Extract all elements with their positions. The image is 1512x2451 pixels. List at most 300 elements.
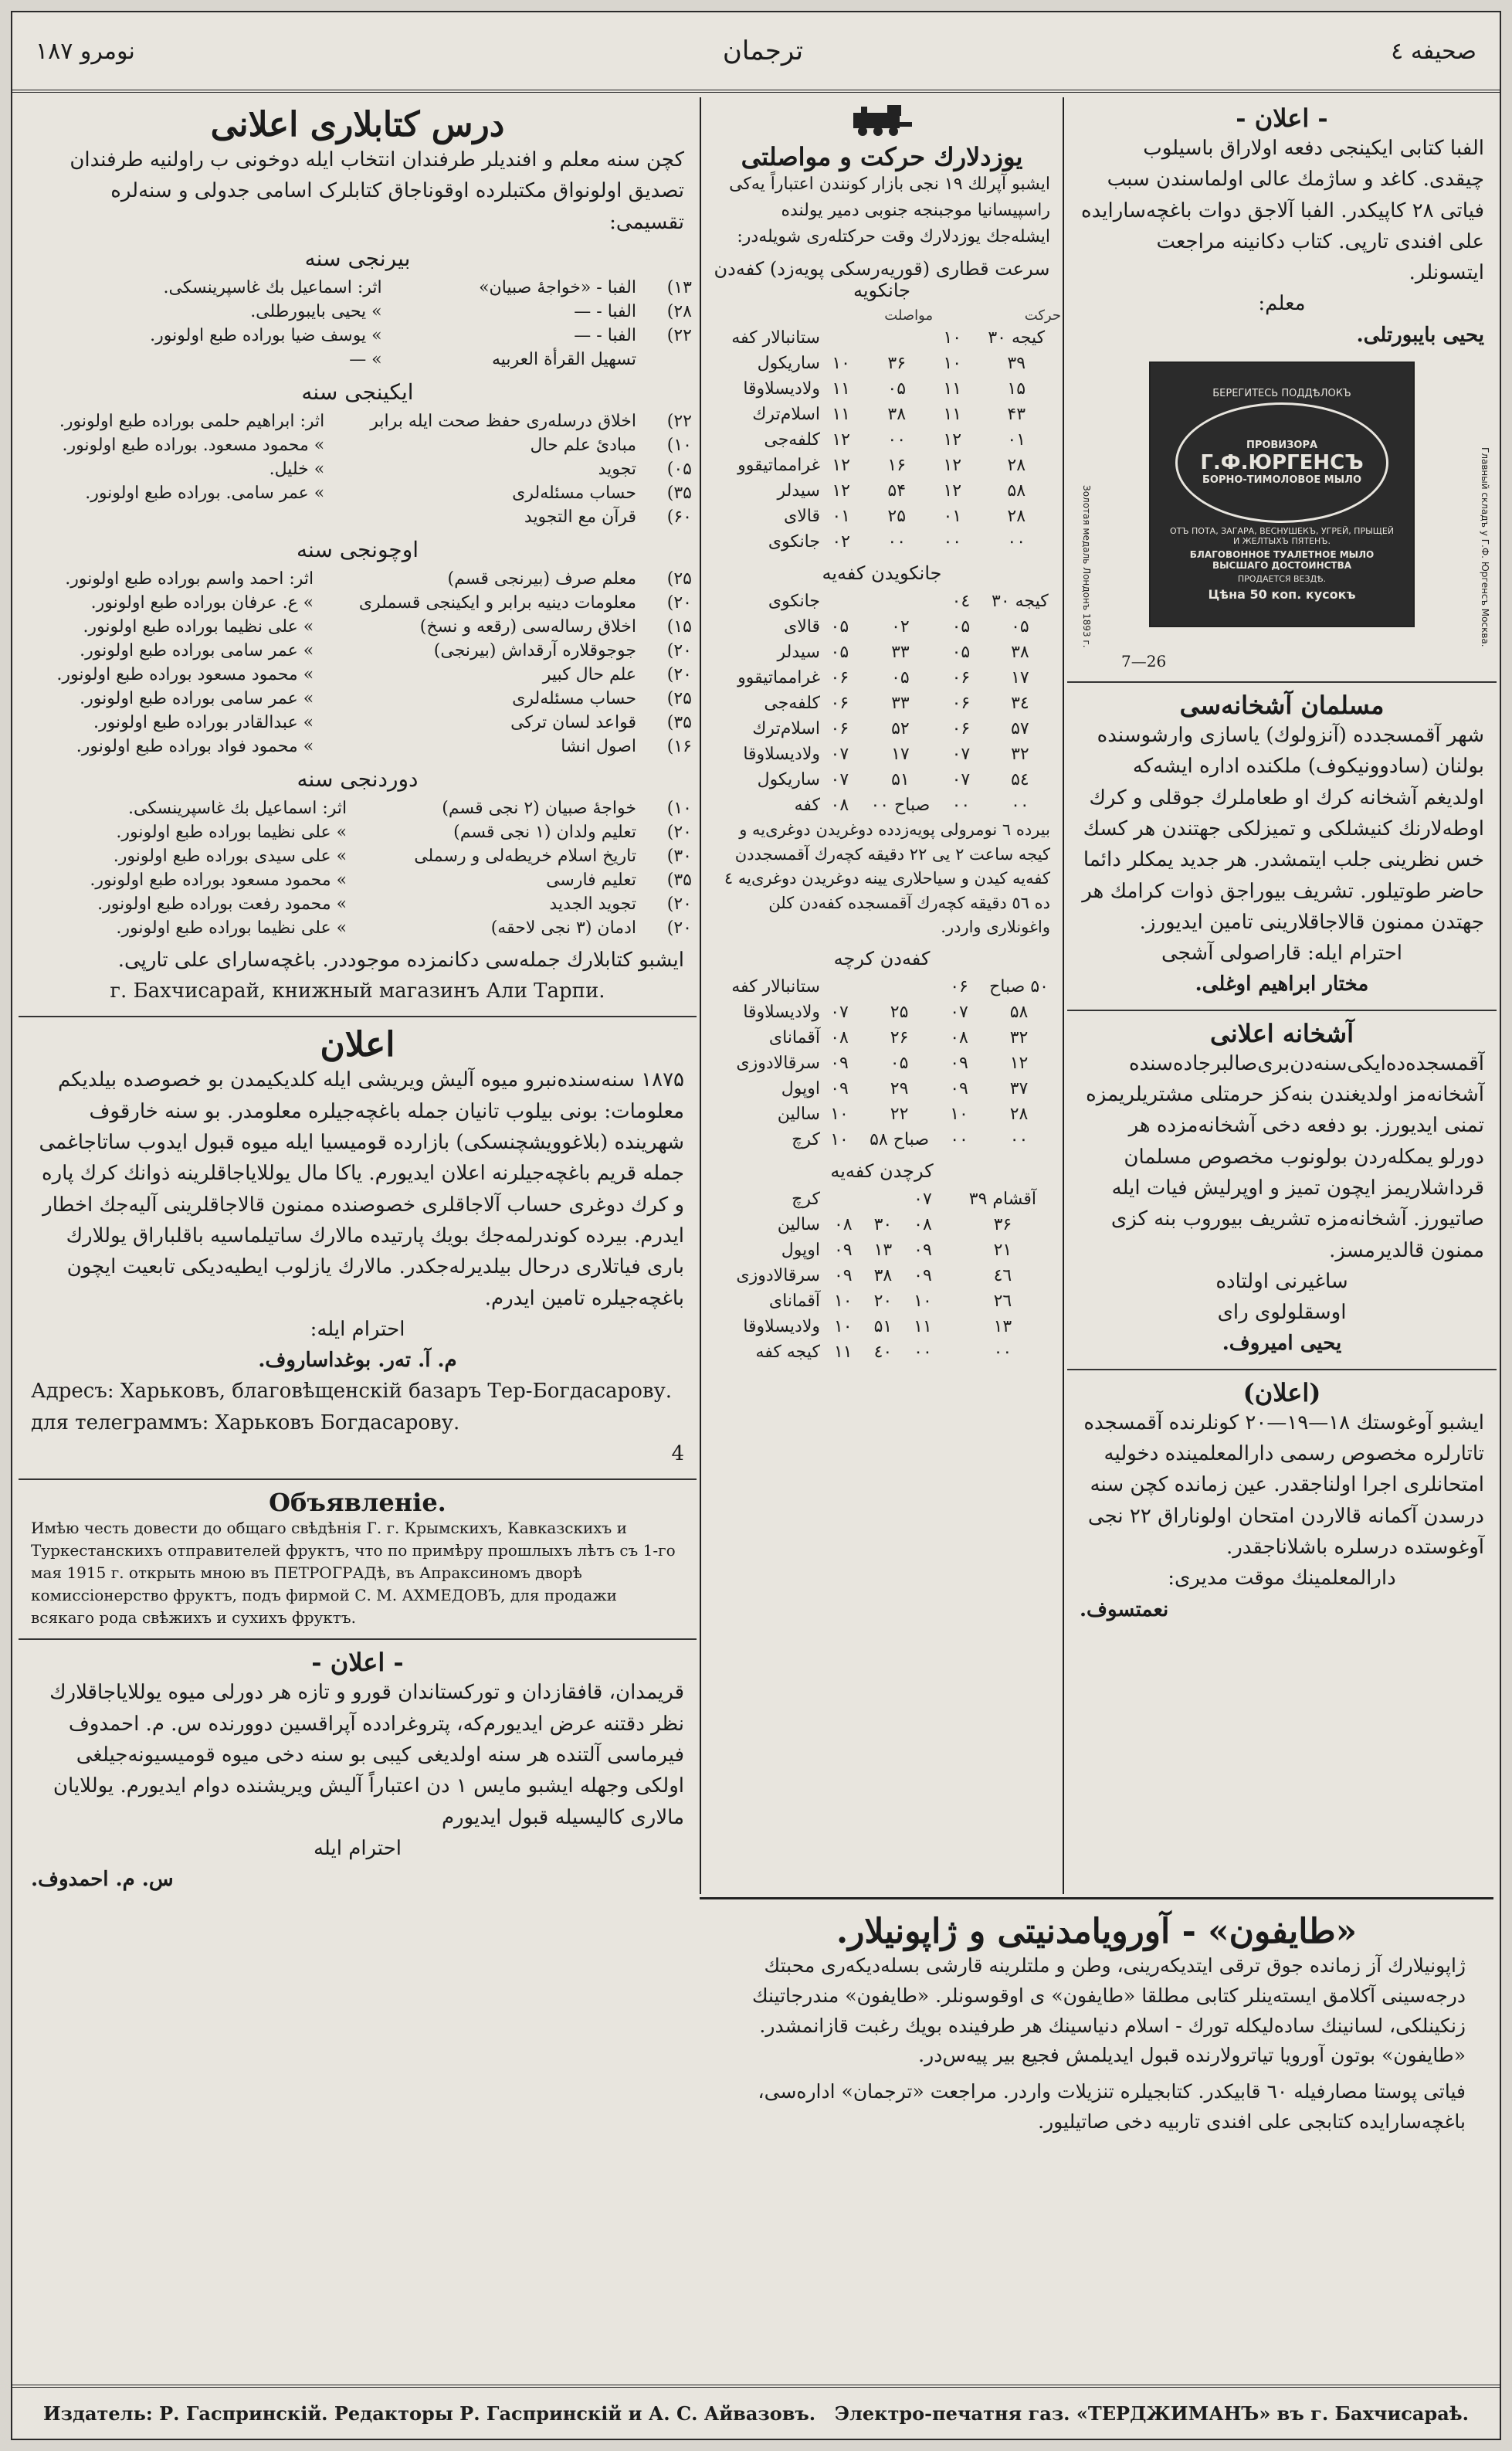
dep-hour: ۰۵ bbox=[951, 643, 971, 663]
kitchen-owner-2: اوسقلولوی رای bbox=[1217, 1301, 1347, 1325]
arr-minute: ۲۹ bbox=[890, 1078, 909, 1098]
schedule-row bbox=[701, 325, 1063, 351]
schedule-row bbox=[701, 1339, 1063, 1365]
book-title: مبادیٔ علم حال bbox=[530, 435, 636, 455]
book-row bbox=[19, 591, 697, 615]
arr-minute: ۲۵ bbox=[887, 507, 907, 527]
issue-number: نومرو ۱۸۷ bbox=[36, 37, 135, 65]
book-author: » عمر سامی. بوراده طبع اولونور. bbox=[85, 483, 325, 503]
book-number: ۲۲) bbox=[666, 325, 692, 345]
arr-hour: ۰۶ bbox=[830, 694, 849, 714]
book-number: ۳۰) bbox=[666, 846, 692, 866]
dep-hour: ۰۶ bbox=[951, 719, 971, 739]
dep-hour: ۰۷ bbox=[950, 1002, 968, 1022]
books-note: ایشبو کتابلارك جمله‌سی دکانمزده موجوددر. باغچه‌سارای علی تارپی. bbox=[117, 948, 684, 972]
dep-minute: ۵۰ صباح bbox=[989, 976, 1049, 996]
arr-minute: صباح ۰۰ bbox=[870, 796, 931, 816]
schedule-row bbox=[701, 1314, 1063, 1339]
elan-sign: م. آ. تەر. بوغداساروف. bbox=[258, 1349, 457, 1373]
elan-title: اعلان bbox=[320, 1025, 395, 1065]
book-author: اثر: اسماعیل بك غاسپرینسکی. bbox=[128, 798, 347, 818]
col-arrival: مواصلت bbox=[884, 307, 934, 324]
dep-minute: ۳۲ bbox=[1011, 745, 1029, 765]
station-name: جانکوی bbox=[768, 592, 820, 612]
book-author: اثر: اسماعیل بك غاسپرینسکی. bbox=[163, 277, 382, 297]
book-title: اخلاق درسله‌ری حفظ صحت ایله برابر bbox=[370, 411, 636, 431]
station-name: قالای bbox=[784, 617, 820, 637]
dep-hour: ۰۰ bbox=[914, 1342, 932, 1362]
arr-minute: ۳۳ bbox=[891, 694, 910, 714]
book-title: الفبا - — bbox=[574, 301, 636, 321]
book-author: » یوسف ضیا بوراده طبع اولونور. bbox=[150, 325, 382, 345]
dep-hour: ۰۰ bbox=[943, 532, 962, 552]
ad1-body: الفبا کتابی ایکینجی دفعه اولاراق باسیلوب چیقدی. کاغد و ساژمك عالی اولماسندن سبب فیاتی ۲۸ کاپیکدر. الفبا آلاجق دوات باغچه‌سارایده علی افندی تارپی. کتاب دکانینه مراجعت ایتسونلر. bbox=[1080, 137, 1484, 285]
arr-hour: ۰۸ bbox=[833, 1214, 853, 1234]
book-author: » محمود مسعود بوراده طبع اولونور. bbox=[90, 870, 347, 890]
left-column bbox=[19, 97, 697, 2399]
book-author: » علی نظیما بوراده طبع اولونور. bbox=[116, 822, 347, 842]
elan-sign-lead: احترام ایله: bbox=[310, 1317, 405, 1341]
dep-minute: ۳٤ bbox=[1011, 694, 1029, 714]
station-name: غرامماتیقوو bbox=[737, 456, 820, 476]
book-number: ۱۵) bbox=[666, 616, 692, 637]
elan2-body: قریمدان، قافقازدان و تورکستاندان قورو و تازه هر دورلی میوه یوللایاجاقلارك نظر دقتنه عرض ایدیورم‌که، پتروغرادده آپراقسین دوورنده س. م. احمدوف فیرماسی آلتنده هر سنه اولدیغی کیبی بو سنه دخی میوه‌ قومیسیونه‌جیلغی اولکی وجهله ایشبو مایس ۱ دن اعتباراً آلیش ویریشنده دوام ایدیورم. یوللایان مالاری کالیسیله قبول ایدیورم bbox=[49, 1681, 684, 1829]
station-name: سیدلر bbox=[777, 643, 820, 663]
book-row bbox=[19, 457, 697, 481]
book-title: حساب مسئله‌لری bbox=[512, 483, 636, 503]
station-name: ستانبالار کفه bbox=[731, 328, 820, 348]
book-author: » محمود فواد بوراده طبع اولونور. bbox=[76, 736, 314, 756]
kitchen-owner-1: ساغیرنی اولتاده bbox=[1215, 1269, 1348, 1293]
soap-sold: ПРОДАЕТСЯ ВЕЗДѢ. bbox=[1237, 573, 1327, 584]
arr-hour: ۱۰ bbox=[830, 1129, 849, 1149]
dep-minute: ۰۵ bbox=[1011, 617, 1029, 637]
arr-hour: ۰۷ bbox=[830, 1002, 849, 1022]
book-number: ۱۰) bbox=[666, 798, 692, 818]
ad1-sign: یحیی بایبورتلی. bbox=[1356, 323, 1484, 347]
book-title: حساب مسئله‌لری bbox=[512, 688, 636, 708]
arr-minute: ۲۵ bbox=[890, 1002, 909, 1022]
schedule-kefe-kerch bbox=[701, 974, 1063, 1153]
arr-hour bbox=[823, 325, 859, 351]
dep-minute: ۰۰ bbox=[1011, 796, 1029, 816]
dep-hour: ۱۲ bbox=[943, 481, 962, 501]
footer-printer: Электро-печатня газ. «ТЕРДЖИМАНЪ» въ г. Бахчисараѣ. bbox=[834, 2402, 1469, 2425]
dep-minute: ۲۸ bbox=[1007, 507, 1026, 527]
book-number: ۱۳) bbox=[666, 277, 692, 297]
soap-oval bbox=[1175, 402, 1388, 523]
dep-minute: ۲۸ bbox=[1009, 1104, 1029, 1124]
arr-hour bbox=[823, 589, 856, 614]
right-column bbox=[1067, 97, 1497, 1894]
school-sign: نعمتسوف. bbox=[1080, 1597, 1169, 1621]
rail-intro: ایشبو آپرلك ۱۹ نجی بازار کونندن اعتباراً یه‌کی راسپیسانیا موجبنجه جنوبی دمیر یولنده ایشله‌جك یوزدلارك وقت حرکتله‌ری شویله‌در: bbox=[729, 175, 1050, 247]
book-number: ۲۰) bbox=[666, 894, 692, 914]
dep-minute: ۳۶ bbox=[993, 1214, 1012, 1234]
soap-name: Г.Ф.ЮРГЕНСЪ bbox=[1200, 450, 1364, 474]
book-row bbox=[19, 735, 697, 759]
schedule-row bbox=[701, 453, 1063, 478]
station-name: ولادیسلاوقا bbox=[743, 745, 820, 765]
dep-minute: ۴۳ bbox=[1007, 405, 1026, 425]
dep-hour: ۱۰ bbox=[943, 354, 962, 374]
book-title: تجوید الجدید bbox=[549, 894, 636, 914]
book-number: ۳۵) bbox=[666, 870, 692, 890]
soap-side-left: Золотая медаль Лондонъ 1893 г. bbox=[1081, 484, 1092, 648]
arr-hour: ۱۲ bbox=[832, 430, 850, 450]
arr-minute: ۰۰ bbox=[887, 430, 907, 450]
dep-hour: ۰۸ bbox=[914, 1214, 932, 1234]
arr-hour bbox=[823, 974, 856, 1000]
schedule-row bbox=[701, 1288, 1063, 1314]
schedule-row bbox=[701, 1212, 1063, 1237]
dep-hour: ۰۷ bbox=[951, 770, 971, 790]
arr-hour: ۱۲ bbox=[832, 456, 850, 476]
schedule-row bbox=[701, 974, 1063, 1000]
arr-minute: ۱۷ bbox=[891, 745, 910, 765]
schedule-row bbox=[701, 1051, 1063, 1076]
year1-list bbox=[19, 276, 697, 372]
book-row bbox=[19, 916, 697, 940]
cafe-sign: مختار ابراهیم اوغلی. bbox=[1195, 973, 1369, 996]
soap-ad bbox=[1067, 362, 1497, 670]
train-icon bbox=[847, 102, 917, 137]
arr-hour: ۰۱ bbox=[832, 507, 850, 527]
book-row bbox=[19, 300, 697, 324]
schedule-row bbox=[701, 742, 1063, 767]
schedule-row bbox=[701, 665, 1063, 691]
arr-hour: ۰۹ bbox=[833, 1265, 853, 1285]
station-name: ولادیسلاوقا bbox=[743, 1002, 820, 1022]
dep-minute: ۰۰ bbox=[1007, 532, 1026, 552]
arr-minute: ۵۱ bbox=[891, 770, 910, 790]
dep-hour: ۰۷ bbox=[914, 1189, 932, 1209]
book-number: ۰۵) bbox=[666, 459, 692, 479]
dep-hour: ۰٤ bbox=[951, 592, 971, 612]
dep-minute: ٤٦ bbox=[993, 1265, 1012, 1285]
book-row bbox=[19, 409, 697, 433]
book-row bbox=[19, 505, 697, 529]
footer-publisher: Издатель: Р. Гаспринскій. Редакторы Р. Гаспринскій и А. С. Айвазовъ. bbox=[43, 2402, 816, 2425]
book-row bbox=[19, 711, 697, 735]
book-number bbox=[641, 348, 697, 372]
books-title: درس کتابلاری اعلانی bbox=[210, 105, 505, 144]
year3-heading: اوچونجی سنه bbox=[296, 536, 419, 562]
station-name: کیجه کفه bbox=[755, 1342, 820, 1362]
soap-quality: БЛАГОВОННОЕ ТУАЛЕТНОЕ МЫЛО ВЫСШАГО ДОСТОИНСТВА bbox=[1189, 548, 1375, 571]
schedule-row bbox=[701, 1025, 1063, 1051]
schedule-row bbox=[701, 504, 1063, 529]
cafe-body: شهر آقمسجدده (آنزولوك) یاسازی وارشوسنده بولنان (سادوونیکوف) ملکنده اداره ایشه‌که اولدیغم آشخانه کرك او طعاملرك جوقلی و کرك اوطه‌لارنك کنیشلکی و تمیزلکی جهتندن هر کسك خس نظرینی جلب ایتمشدر. هر جدید یمکلر دائما حاضر طوتیلور. تشریف بیوراجق ذوات کرامك هر جهتدن ممنون قالاجاقلارینی تامین ایدیورز. bbox=[1082, 724, 1484, 934]
elan2-section bbox=[19, 1638, 697, 1895]
station-name: سیدلر bbox=[777, 481, 820, 501]
elan2-title: - اعلان - bbox=[311, 1648, 404, 1678]
book-title: الفبا - — bbox=[574, 325, 636, 345]
rail-sub2: جانکویدن کفه‌یه bbox=[822, 562, 942, 585]
elan2-sign: س. م. احمدوف. bbox=[31, 1868, 174, 1892]
station-name: ولادیسلاوقا bbox=[743, 379, 820, 399]
station-name: سرقالادوزی bbox=[736, 1053, 820, 1073]
school-sign-lead: دارالمعلمینك موقت مدیری: bbox=[1168, 1567, 1396, 1590]
book-row bbox=[19, 348, 697, 372]
arr-minute: ٤۰ bbox=[873, 1342, 893, 1362]
year2-list bbox=[19, 409, 697, 529]
taifun-title: «طایفون» - آورویامدنیتی و ژاپونیلار. bbox=[836, 1912, 1358, 1951]
book-title: معلم صرف (بیرنجی قسم) bbox=[447, 569, 636, 589]
arr-hour: ۰۸ bbox=[830, 796, 849, 816]
station-name: اوپول bbox=[781, 1078, 820, 1098]
kitchen-owner-3: یحیی امیروف. bbox=[1222, 1332, 1342, 1356]
dep-hour: ۰۷ bbox=[951, 745, 971, 765]
book-number: ۲۰) bbox=[666, 640, 692, 660]
arr-hour: ۱۱ bbox=[833, 1342, 853, 1362]
school-section bbox=[1067, 1369, 1497, 1625]
station-name: آقمانای bbox=[768, 1291, 820, 1311]
book-author: » علی سیدی بوراده طبع اولونور. bbox=[113, 846, 347, 866]
arr-hour: ۱۲ bbox=[832, 481, 850, 501]
taifun-price: فیاتی پوستا مصارفیله ٦۰ قابیکدر. کتابجیلره تنزیلات واردر. مراجعت «ترجمان» اداره‌سی، باغچه‌سارایده کتابجی علی‌ افندی تاربیه دخی صاتیلیور. bbox=[758, 2080, 1466, 2133]
schedule-row bbox=[701, 589, 1063, 614]
russian-ad-title: Объявленіе. bbox=[269, 1488, 446, 1518]
schedule-row bbox=[701, 1102, 1063, 1127]
book-author: » علی نظیما بوراده طبع اولونور. bbox=[116, 918, 347, 938]
book-author: » عمر سامی بوراده طبع اولونور. bbox=[80, 688, 314, 708]
dep-hour: ۰۸ bbox=[950, 1027, 968, 1047]
schedule-row bbox=[701, 529, 1063, 555]
arr-minute: ۵۴ bbox=[887, 481, 907, 501]
book-number: ۲۰) bbox=[666, 664, 692, 684]
book-title: الفبا - «خواجهٔ صبیان» bbox=[479, 277, 636, 297]
year4-list bbox=[19, 796, 697, 940]
dep-hour: ۰۹ bbox=[950, 1078, 968, 1098]
station-name: سرقالادوزی bbox=[736, 1265, 820, 1285]
dep-hour: ۰۶ bbox=[951, 694, 971, 714]
schedule-row bbox=[701, 767, 1063, 793]
station-name: کلفه‌جی bbox=[764, 694, 820, 714]
book-row bbox=[19, 639, 697, 663]
book-title: جوجوقلاره آرقداش (بیرنجی) bbox=[433, 640, 636, 660]
arr-minute: ۱۶ bbox=[887, 456, 907, 476]
arr-hour bbox=[823, 1186, 863, 1212]
book-author: » عبدالقادر بوراده طبع اولونور. bbox=[93, 712, 314, 732]
dep-minute: کیجه ۳۰ bbox=[988, 328, 1046, 348]
dep-minute: کیجه ۳۰ bbox=[992, 592, 1049, 612]
book-author: » ع. عرفان بوراده طبع اولونور. bbox=[90, 592, 314, 613]
middle-column bbox=[700, 97, 1064, 1894]
dep-hour: ۱۲ bbox=[943, 456, 962, 476]
book-title: علم حال کبیر bbox=[542, 664, 636, 684]
book-row bbox=[19, 615, 697, 639]
books-store: г. Бахчисарай, книжный магазинъ Али Тарпи. bbox=[110, 979, 605, 1003]
book-author: اثر: ابراهیم حلمی بوراده طبع اولونور. bbox=[59, 411, 325, 431]
arr-minute: ۳۰ bbox=[873, 1214, 893, 1234]
arr-minute: ۰۵ bbox=[890, 1053, 909, 1073]
book-row bbox=[19, 276, 697, 300]
rail-sub3: کفه‌دن کرچه bbox=[833, 947, 931, 969]
arr-hour: ۰۵ bbox=[830, 617, 849, 637]
arr-hour: ۰۹ bbox=[830, 1053, 849, 1073]
book-number: ۱۰) bbox=[666, 435, 692, 455]
book-author: » خلیل. bbox=[269, 459, 325, 479]
book-title: قرآن مع التجوید bbox=[524, 507, 636, 527]
book-title: اصول انشا bbox=[561, 736, 636, 756]
schedule-row bbox=[701, 1000, 1063, 1025]
arr-hour: ۰۵ bbox=[830, 643, 849, 663]
arr-minute: ۳۸ bbox=[887, 405, 907, 425]
book-row bbox=[19, 567, 697, 591]
arr-minute: ۰۲ bbox=[891, 617, 910, 637]
dep-hour: ۰۵ bbox=[951, 617, 971, 637]
station-name: اوپول bbox=[781, 1240, 820, 1260]
kitchen-body: آقمسجده‌ده‌ایکی‌سنه‌دن‌بری‌صالبرجاده‌سنده آشخانه‌مز اولدیغندن بنه‌کز حرمتلی مشتریلریمزه تمنی ایدیورز. بو دفعه دخی آشخانه‌مزده هر دورلو یمکله‌ردن بولونوب مخصوص مسلمان قرداشلاریمز ایچون تمیز و اوپرلیش فیات ایله صاتیورز. آشخانه‌مزه تشریف بیوروب بنه کزی ممنون قالدیرمسز. bbox=[1086, 1051, 1484, 1262]
dep-hour: ۱۰ bbox=[914, 1291, 932, 1311]
book-row bbox=[19, 663, 697, 687]
book-title: قواعد لسان ترکی bbox=[510, 712, 636, 732]
dep-minute: ۱۳ bbox=[993, 1316, 1012, 1336]
arr-hour: ۰۹ bbox=[830, 1078, 849, 1098]
col-departure: حرکت bbox=[1024, 307, 1061, 324]
schedule-row bbox=[701, 376, 1063, 402]
cafe-title: مسلمان آشخانه‌سی bbox=[1179, 691, 1385, 721]
book-row bbox=[19, 820, 697, 844]
rail-title: یوزدلارك حرکت و مواصلتی bbox=[741, 142, 1023, 171]
arr-hour: ۰۷ bbox=[830, 770, 849, 790]
elan-section bbox=[19, 1016, 697, 1469]
station-name: کرچ bbox=[792, 1129, 820, 1149]
arr-hour: ۱۱ bbox=[832, 405, 850, 425]
book-author bbox=[19, 505, 329, 529]
elan2-sign-lead: احترام ایله bbox=[313, 1836, 402, 1860]
arr-hour: ۰۶ bbox=[830, 668, 849, 688]
arr-minute bbox=[863, 1186, 903, 1212]
newspaper-page bbox=[11, 11, 1501, 2440]
arr-minute: ۵۲ bbox=[891, 719, 910, 739]
dep-minute: ۲۱ bbox=[993, 1240, 1012, 1260]
schedule-row bbox=[701, 1127, 1063, 1153]
station-name: ساریکول bbox=[757, 354, 820, 374]
station-name: غرامماتیقوو bbox=[737, 668, 820, 688]
rail-note: بیرده ٦ نومرولی پویه‌زدده دوغریدن دوغری‌یه و کیجه ساعت ۲ یی ۲۲ دقیقه کچه‌رك آقمسجددن کفه‌یه کیدن و سیاحلاری یینه دوغریدن دوغری‌یه ٤ ده ٥٦ دقیقه کچه‌رك آقمسجده کفه‌دن کلن واغونلاری واردر. bbox=[724, 820, 1050, 937]
kitchen-section bbox=[1067, 1010, 1497, 1360]
book-number: ۲۲) bbox=[666, 411, 692, 431]
arr-minute: ۰۵ bbox=[887, 379, 907, 399]
schedule-row bbox=[701, 793, 1063, 818]
station-name: کلفه‌جی bbox=[764, 430, 820, 450]
book-title: اخلاق رساله‌سی (رقعه و نسخ) bbox=[419, 616, 636, 637]
station-name: اسلام‌ترك bbox=[752, 405, 820, 425]
dep-minute: ۵۸ bbox=[1009, 1002, 1029, 1022]
book-author: اثر: احمد واسم بوراده طبع اولونور. bbox=[65, 569, 314, 589]
schedule-kefe-jankoy bbox=[701, 306, 1063, 555]
school-body: ایشبو آوغوستك ۱۸—۱۹—۲۰ کونلرنده آقمسجده تاتارلره مخصوص رسمی دارالمعلمینده دخولیه امتحانلری اجرا اولناجقدر. عین زمانده کچن سنه درسدن آکمانه قالاردن امتحان اولوناراق ۲۲ نجی آوغوستده درسلره باشلاناجقدر. bbox=[1083, 1411, 1484, 1559]
dep-minute: ۵٤ bbox=[1011, 770, 1029, 790]
arr-hour: ۰۲ bbox=[832, 532, 850, 552]
soap-uses: ОТЪ ПОТА, ЗАГАРА, ВЕСНУШЕКЪ, УГРЕЙ, ПРЫЩЕЙ И ЖЕЛТЫХЪ ПЯТЕНЪ. bbox=[1169, 525, 1395, 546]
paper-name: ترجمان bbox=[722, 36, 804, 66]
book-number: ۲۸) bbox=[666, 301, 692, 321]
dep-minute: ۲۸ bbox=[1007, 456, 1026, 476]
arr-minute: ۲۰ bbox=[873, 1291, 893, 1311]
dep-minute: ۱۷ bbox=[1011, 668, 1029, 688]
book-row bbox=[19, 687, 697, 711]
dep-hour: ۰۹ bbox=[914, 1240, 932, 1260]
arr-minute bbox=[856, 589, 944, 614]
year3-list bbox=[19, 567, 697, 759]
dep-minute: ۳۹ bbox=[1007, 354, 1026, 374]
dep-hour: ۱۱ bbox=[914, 1316, 932, 1336]
soap-price: Цѣна 50 коп. кусокъ bbox=[1208, 586, 1356, 602]
dep-hour: ۰۹ bbox=[914, 1265, 932, 1285]
elan-telegram: для телеграммъ: Харьковъ Богдасарову. bbox=[31, 1411, 460, 1434]
arr-hour: ۱۰ bbox=[833, 1291, 853, 1311]
book-author: » محمود رفعت بوراده طبع اولونور. bbox=[97, 894, 347, 914]
arr-minute: ۱۳ bbox=[873, 1240, 893, 1260]
schedule-row bbox=[701, 427, 1063, 453]
book-row bbox=[19, 324, 697, 348]
station-name: سالین bbox=[777, 1214, 820, 1234]
station-name: ساریکول bbox=[757, 770, 820, 790]
taifun-body: ژاپونیلارك آز زمانده جوق ترقی ایتدیکه‌رینی، وطن و ملتلرینه قارشی بسله‌دیکه‌ری محبتك درجه‌سینی آکلامق ایسته‌ینلر کتابی مطلقا «طایفون» ی اوقوسونلر. «طایفون» مندرجاتینك زنکینلکی، لسانینك ساده‌لیکله تورك - اسلام دنیاسینك هر طرفینده بویك رغبت قازانمشدر. «طایفون» بوتون آورویا تیاترولارنده قبول ایدیلمش فجیع بیر پیه‌س‌در. bbox=[751, 1954, 1466, 2067]
year2-heading: ایکینجی سنه bbox=[301, 379, 414, 405]
dep-minute: ۱۲ bbox=[1009, 1053, 1029, 1073]
cafe-section bbox=[1067, 681, 1497, 1000]
dep-hour: ۱۰ bbox=[943, 328, 962, 348]
schedule-kerch-kefe bbox=[701, 1186, 1063, 1365]
book-title: تعلیم ولدان (۱ نجی قسم) bbox=[453, 822, 636, 842]
arr-minute: ۲۶ bbox=[890, 1027, 909, 1047]
page-number: صحیفه ٤ bbox=[1391, 37, 1476, 65]
books-intro: کچن سنه معلم و افندیلر طرفندان انتخاب ایله دوخونی ب راولنیه طرفندان تصدیق اولونواق مکتبلرده اوقوناجاق کتابلرک اسامی جدولی و سنه‌لره تقسیمی: bbox=[69, 148, 684, 234]
year1-heading: بیرنجی سنه bbox=[304, 245, 411, 271]
book-author: » علی نظیما بوراده طبع اولونور. bbox=[83, 616, 314, 637]
arr-hour: ۱۱ bbox=[832, 379, 850, 399]
dep-minute: ۰۱ bbox=[1007, 430, 1026, 450]
book-row bbox=[19, 892, 697, 916]
russian-ad-section bbox=[19, 1478, 697, 1629]
dep-hour: ۱۱ bbox=[943, 379, 962, 399]
book-row bbox=[19, 433, 697, 457]
kitchen-title: آشخانه اعلانی bbox=[1210, 1018, 1354, 1048]
dep-hour: ۰۱ bbox=[943, 507, 962, 527]
ad1-sign-lead: معلم: bbox=[1258, 292, 1306, 316]
book-number: ۱۶) bbox=[666, 736, 692, 756]
arr-minute: صباح ۵۸ bbox=[870, 1129, 929, 1149]
ad1-title: - اعلان - bbox=[1236, 104, 1328, 133]
book-number: ۲۰) bbox=[666, 822, 692, 842]
station-name: ستانبالار کفه bbox=[731, 976, 820, 996]
book-author: » — bbox=[349, 349, 382, 369]
cafe-sign-lead: احترام ایله: قاراصولی آشجی bbox=[1161, 942, 1403, 966]
book-number: ۲۵) bbox=[666, 569, 692, 589]
rail-sub1: سرعت قطاری (قوریه‌رسکی پویه‌زد) کفه‌دن جانکویه bbox=[714, 258, 1050, 302]
dep-minute: ۲٦ bbox=[993, 1291, 1012, 1311]
arr-minute: ۳۳ bbox=[891, 643, 910, 663]
year4-heading: دوردنجی سنه bbox=[297, 766, 419, 792]
book-title: تاریخ اسلام خریطه‌لی و رسملی bbox=[414, 846, 636, 866]
station-name: سالین bbox=[777, 1104, 820, 1124]
arr-minute: ۰۵ bbox=[891, 668, 910, 688]
dep-minute: ۰۰ bbox=[1009, 1129, 1029, 1149]
soap-top: БЕРЕГИТЕСЬ ПОДДѢЛОКЪ bbox=[1212, 387, 1351, 399]
rail-sub4: کرچدن کفه‌یه bbox=[830, 1159, 934, 1182]
station-name: ولادیسلاوقا bbox=[743, 1316, 820, 1336]
arr-minute bbox=[859, 325, 934, 351]
book-row bbox=[19, 868, 697, 892]
dep-minute: ۰۰ bbox=[993, 1342, 1012, 1362]
arr-hour: ۰۸ bbox=[830, 1027, 849, 1047]
schedule-row bbox=[701, 402, 1063, 427]
schedule-row bbox=[701, 1263, 1063, 1288]
